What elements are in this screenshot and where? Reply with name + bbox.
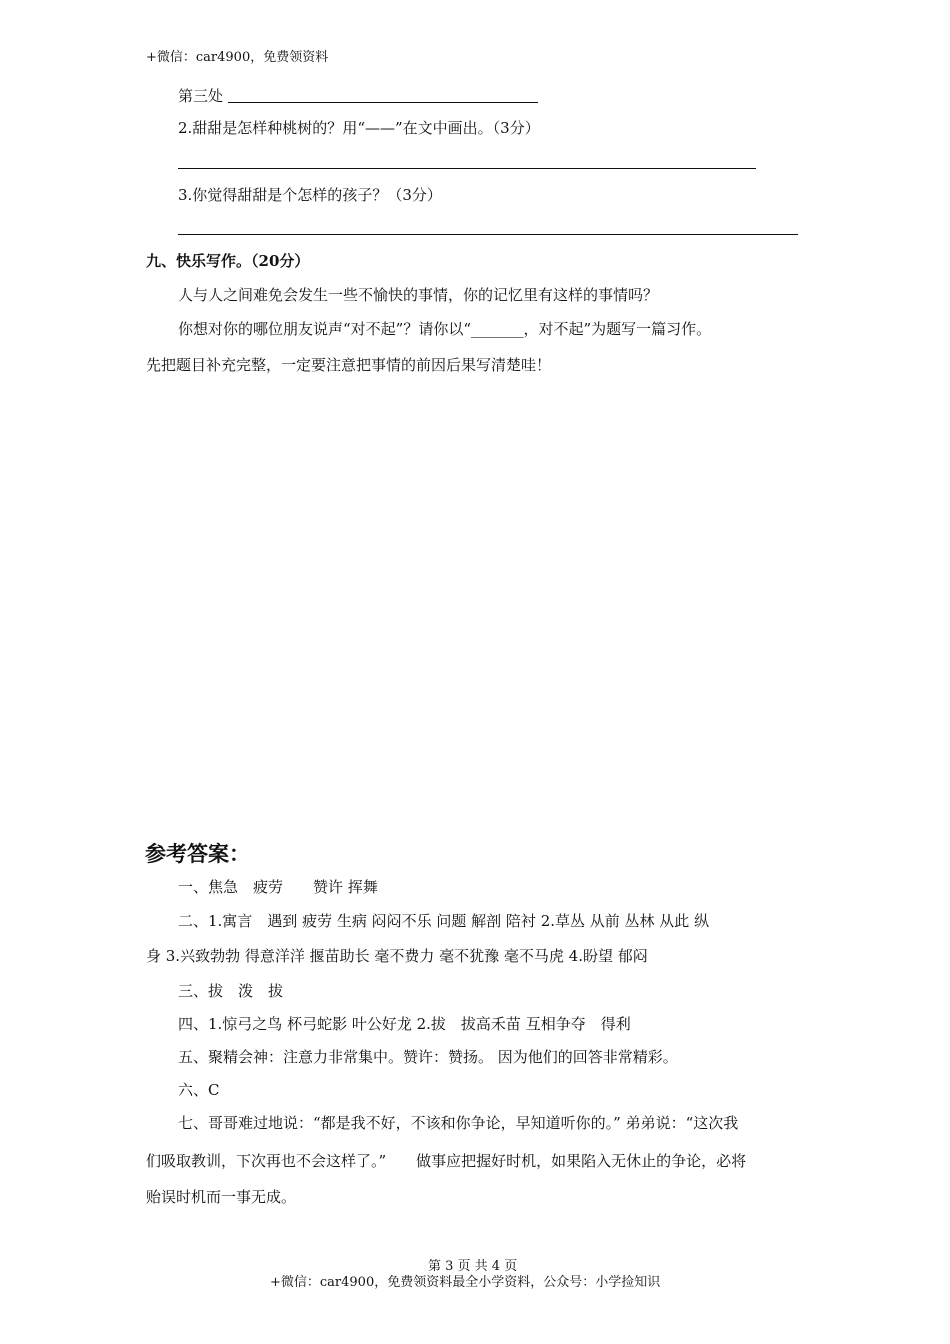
- answer-1: 一、焦急 疲劳 赞许 挥舞: [178, 878, 378, 896]
- question-3: 3.你觉得甜甜是个怎样的孩子？（3分）: [178, 186, 442, 204]
- answer-line: [178, 234, 798, 235]
- writing-paragraph-2-cont: 先把题目补充完整，一定要注意把事情的前因后果写清楚哇！: [146, 356, 552, 374]
- answer-7: 七、哥哥难过地说：“都是我不好，不该和你争论，早知道听你的。” 弟弟说：“这次我: [178, 1114, 739, 1132]
- answer-3: 三、拔 泼 拔: [178, 982, 284, 1000]
- question-third-place: 第三处: [178, 87, 224, 105]
- answer-4: 四、1.惊弓之鸟 杯弓蛇影 叶公好龙 2.拔 拔高禾苗 互相争夺 得利: [178, 1015, 631, 1033]
- answer-5: 五、聚精会神：注意力非常集中。赞许：赞扬。 因为他们的回答非常精彩。: [178, 1048, 678, 1066]
- writing-title: 九、快乐写作。（20分）: [146, 252, 310, 270]
- answer-7-cont: 们吸取教训，下次再也不会这样了。” 做事应把握好时机，如果陷入无休止的争论，必将: [146, 1152, 747, 1170]
- answer-6: 六、C: [178, 1081, 220, 1099]
- header-text: +微信：car4900，免费领资料: [146, 50, 329, 65]
- writing-paragraph-1: 人与人之间难免会发生一些不愉快的事情，你的记忆里有这样的事情吗？: [178, 286, 659, 304]
- writing-paragraph-2: 你想对你的哪位朋友说声“对不起”？请你以“_______，对不起”为题写一篇习作。: [178, 320, 712, 338]
- answers-title: 参考答案：: [145, 841, 250, 866]
- footer-text: +微信：car4900，免费领资料最全小学资料，公众号：小学捡知识: [270, 1275, 661, 1290]
- answer-2: 二、1.寓言 遇到 疲劳 生病 闷闷不乐 问题 解剖 陪衬 2.草丛 从前 丛林 从此 纵: [178, 912, 710, 930]
- page-number: 第 3 页 共 4 页: [428, 1259, 518, 1274]
- answer-2-cont: 身 3.兴致勃勃 得意洋洋 揠苗助长 毫不费力 毫不犹豫 毫不马虎 4.盼望 郁闷: [146, 947, 648, 965]
- answer-line: [178, 168, 756, 169]
- question-2: 2.甜甜是怎样种桃树的？用“——”在文中画出。（3分）: [178, 119, 540, 137]
- answer-line: [228, 102, 538, 103]
- answer-7-cont-2: 贻误时机而一事无成。: [146, 1188, 297, 1206]
